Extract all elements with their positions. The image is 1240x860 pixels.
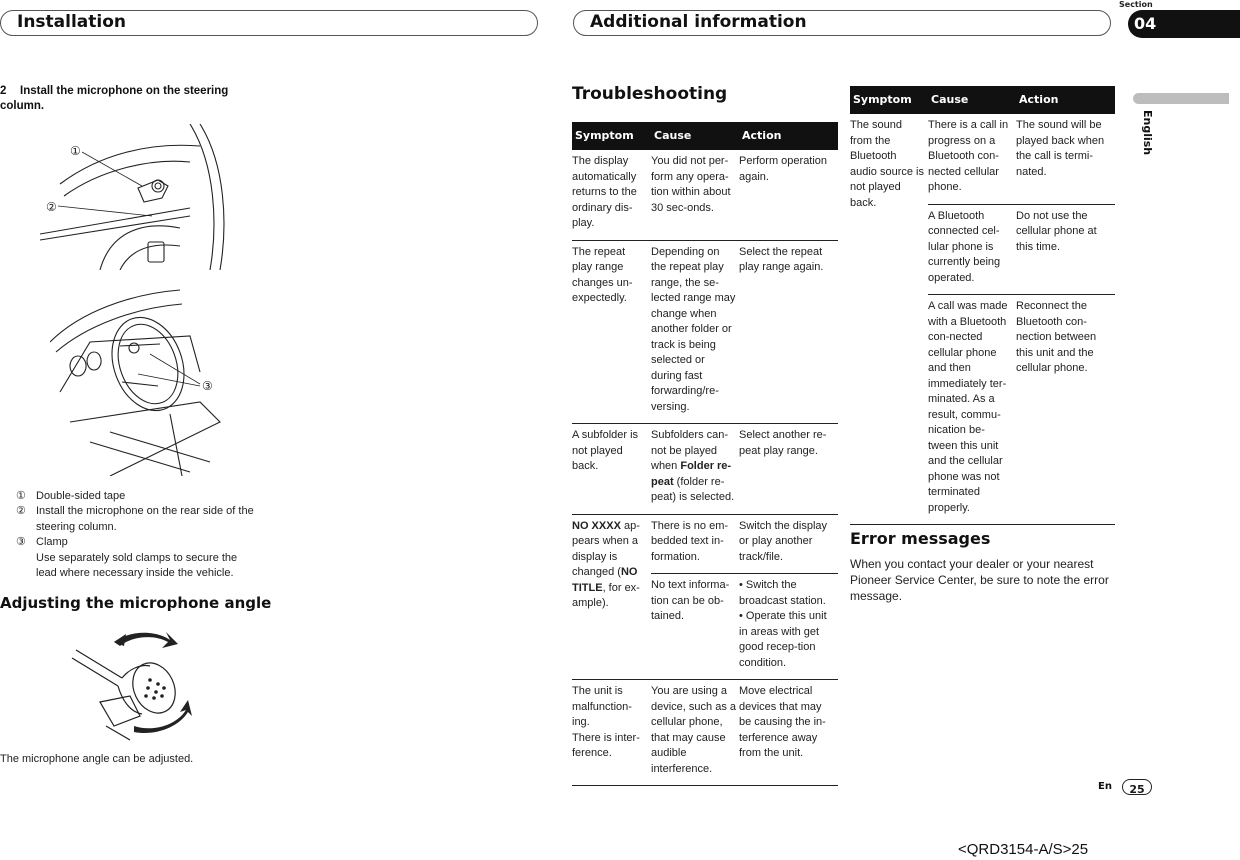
steering-wheel-illustration bbox=[50, 282, 240, 476]
error-messages-heading: Error messages bbox=[850, 529, 991, 548]
cause-cell: No text informa-tion can be ob-tained. bbox=[651, 574, 739, 680]
step-number: 2 bbox=[0, 85, 7, 97]
cause-text-end: (folder re-peat) is selected. bbox=[651, 475, 735, 503]
step-heading bbox=[0, 84, 260, 114]
action-cell: • Switch the broadcast station. • Operate this unit in areas with get good recep-tion condition. bbox=[739, 574, 838, 680]
section-badge bbox=[1128, 10, 1240, 38]
legend-text-2: Install the microphone on the rear side of the steering column. bbox=[36, 505, 254, 533]
cause-cell: You are using a device, such as a cellular phone, that may cause audible interference. bbox=[651, 680, 739, 786]
action-cell: Switch the display or play another track/file. bbox=[739, 514, 838, 574]
language-tab-label: English bbox=[1141, 110, 1154, 156]
symptom-cell: The repeat play range changes un-expectedly. bbox=[572, 240, 651, 424]
action-cell: Move electrical devices that may be causing the in-terference away from the unit. bbox=[739, 680, 838, 786]
legend-detail-3: Use separately sold clamps to secure the lead where necessary inside the vehicle. bbox=[36, 551, 238, 579]
legend-num-3: ③ bbox=[16, 536, 26, 548]
microphone-angle-illustration bbox=[70, 628, 200, 746]
symptom-cell: The display automatically returns to the ordinary dis-play. bbox=[572, 150, 651, 240]
cause-text: Subfolders can-not be played when bbox=[651, 429, 729, 472]
legend-text-1: Double-sided tape bbox=[36, 490, 126, 502]
legend-text-3: Clamp bbox=[36, 536, 68, 548]
language-tab-bar bbox=[1133, 93, 1229, 104]
section-heading-mic-angle: Adjusting the microphone angle bbox=[0, 594, 272, 612]
cause-cell: You did not per-form any opera-tion within about 30 sec-onds. bbox=[651, 150, 739, 240]
legend-item-1 bbox=[16, 489, 126, 505]
column-header-action: Action bbox=[1016, 86, 1115, 114]
table-row bbox=[572, 514, 838, 574]
table-row bbox=[572, 150, 838, 240]
steering-column-illustration bbox=[40, 124, 230, 270]
cause-cell bbox=[651, 424, 739, 515]
column-header-cause: Cause bbox=[651, 122, 739, 150]
header-title-left: Installation bbox=[17, 12, 127, 32]
svg-text:③: ③ bbox=[202, 379, 213, 393]
cause-cell: A call was made with a Bluetooth con-nected cellular phone and then immediately ter-minated. As a result, commu-nication be-tween this unit and the cellular phone was not terminated properly. bbox=[928, 295, 1016, 525]
cause-cell: A Bluetooth connected cel-lular phone is currently being operated. bbox=[928, 204, 1016, 295]
cause-cell: There is a call in progress on a Bluetooth con-nected cellular phone. bbox=[928, 114, 1016, 204]
troubleshooting-table bbox=[572, 122, 838, 786]
legend-text-3-wrap bbox=[36, 535, 258, 582]
troubleshooting-table-continued bbox=[850, 86, 1115, 525]
section-label: Section bbox=[1119, 0, 1153, 9]
table-row bbox=[572, 424, 838, 515]
symptom-cell: The sound from the Bluetooth audio source is not played back. bbox=[850, 114, 928, 525]
cause-cell: There is no em-bedded text in-formation. bbox=[651, 514, 739, 574]
table-row bbox=[572, 680, 838, 786]
action-cell: Perform operation again. bbox=[739, 150, 838, 240]
legend-item-2 bbox=[16, 504, 254, 533]
symptom-cell bbox=[572, 514, 651, 680]
mic-angle-caption: The microphone angle can be adjusted. bbox=[0, 753, 194, 765]
error-messages-text: When you contact your dealer or your nearest Pioneer Service Center, be sure to note the error message. bbox=[850, 557, 1109, 603]
symptom-text-end: , for ex-ample). bbox=[572, 581, 640, 609]
symptom-text: ap-pears when a display is changed ( bbox=[572, 519, 640, 578]
column-header-symptom: Symptom bbox=[850, 86, 928, 114]
cause-cell: Depending on the repeat play range, the se-lected range may change when another folder or track is being selected or during fast forwarding/re-versing. bbox=[651, 240, 739, 424]
troubleshooting-heading: Troubleshooting bbox=[572, 84, 728, 104]
table-header-row bbox=[572, 122, 838, 150]
header-additional-info bbox=[573, 10, 1111, 36]
column-header-cause: Cause bbox=[928, 86, 1016, 114]
action-cell: Do not use the cellular phone at this time. bbox=[1016, 204, 1115, 295]
svg-text:②: ② bbox=[46, 200, 57, 214]
legend-num-1: ① bbox=[16, 490, 26, 502]
legend-num-2: ② bbox=[16, 505, 26, 517]
step-text: Install the microphone on the steering column. bbox=[0, 85, 229, 112]
symptom-cell: The unit is malfunction-ing. There is inter-ference. bbox=[572, 680, 651, 786]
action-cell: The sound will be played back when the call is termi-nated. bbox=[1016, 114, 1115, 204]
page-number-badge bbox=[1122, 779, 1152, 795]
footer-lang-code: En bbox=[1098, 781, 1112, 792]
section-number: 04 bbox=[1134, 14, 1157, 33]
symptom-bold-text: NO XXXX bbox=[572, 519, 621, 532]
table-header-row bbox=[850, 86, 1115, 114]
legend-item-3 bbox=[16, 535, 238, 579]
column-header-action: Action bbox=[739, 122, 838, 150]
column-header-symptom: Symptom bbox=[572, 122, 651, 150]
table-row bbox=[850, 114, 1115, 204]
symptom-cell: A subfolder is not played back. bbox=[572, 424, 651, 515]
page-number: 25 bbox=[1129, 783, 1145, 796]
header-installation bbox=[0, 10, 538, 36]
cause-bold-text: Folder re-peat bbox=[651, 460, 732, 488]
header-title-right: Additional information bbox=[590, 12, 807, 32]
table-row bbox=[572, 240, 838, 424]
action-cell: Reconnect the Bluetooth con-nection between this unit and the cellular phone. bbox=[1016, 295, 1115, 525]
document-code: <QRD3154-A/S>25 bbox=[958, 841, 1089, 858]
action-cell: Select the repeat play range again. bbox=[739, 240, 838, 424]
svg-text:①: ① bbox=[70, 144, 81, 158]
action-cell: Select another re-peat play range. bbox=[739, 424, 838, 515]
symptom-bold-text: NO TITLE bbox=[572, 566, 638, 594]
